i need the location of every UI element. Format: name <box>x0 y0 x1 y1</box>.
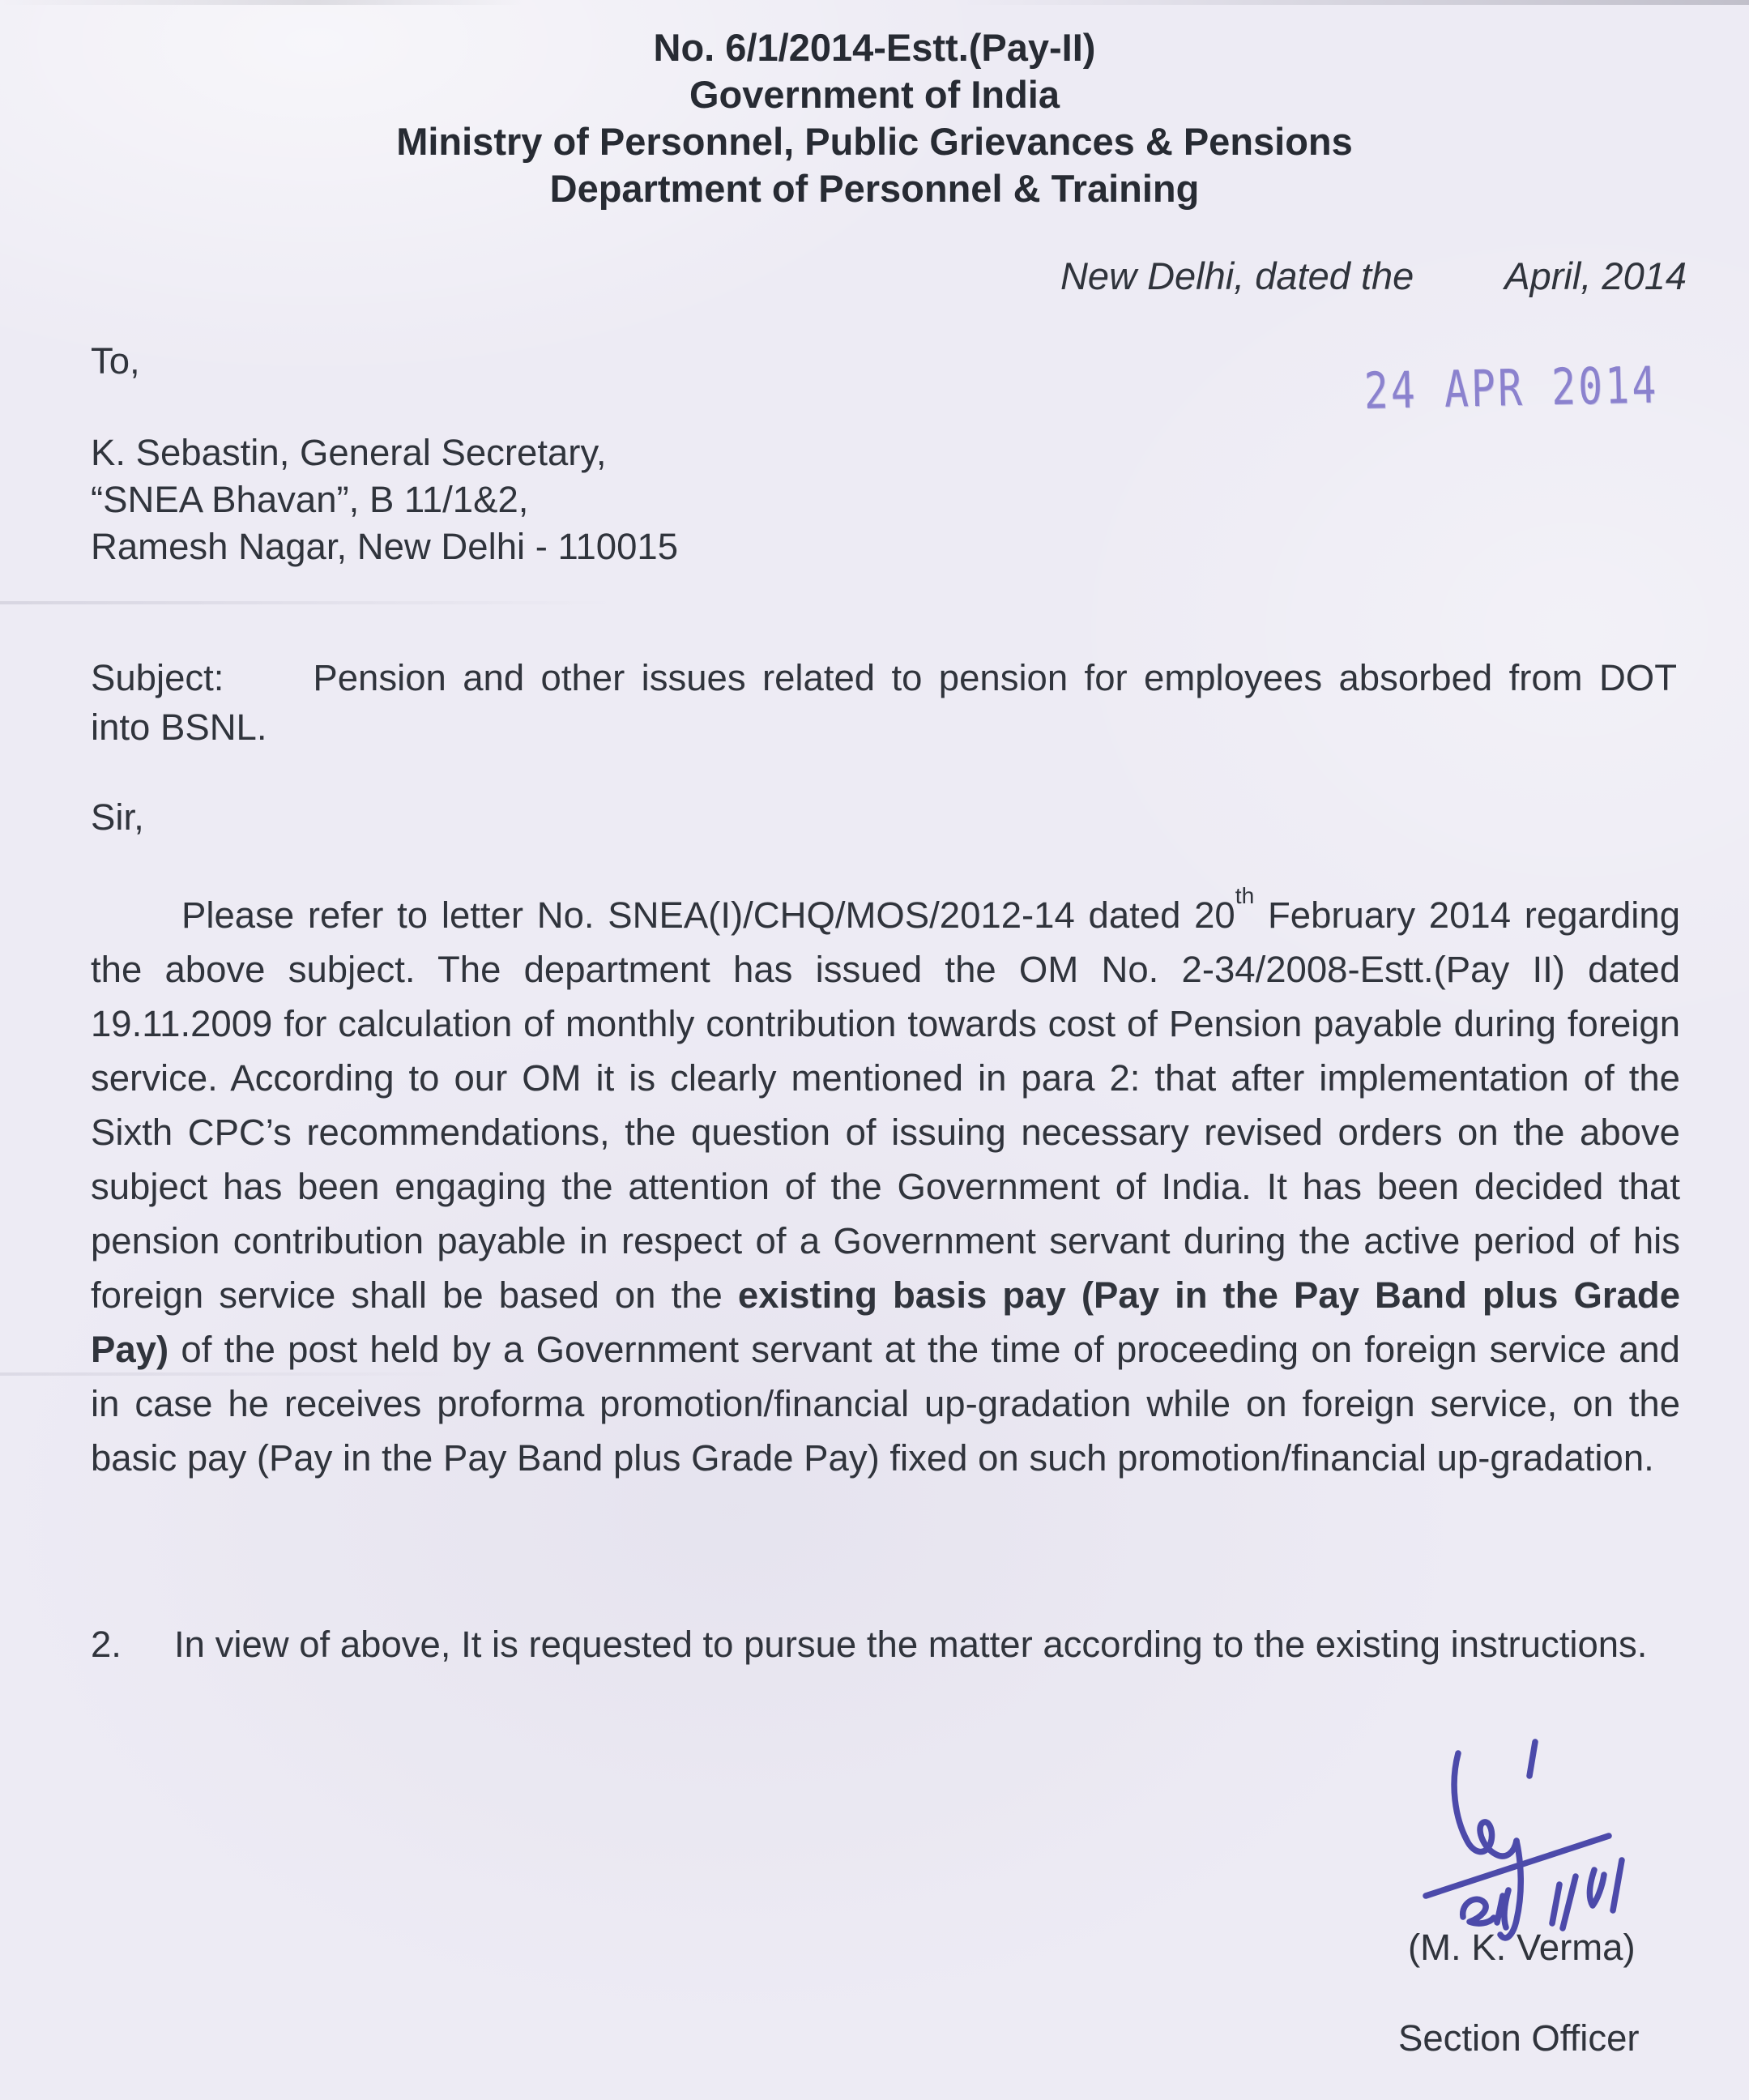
org-government: Government of India <box>689 73 1060 116</box>
scan-edge-shadow <box>0 0 1749 5</box>
subject-line <box>91 653 1677 752</box>
org-department: Department of Personnel & Training <box>549 167 1200 210</box>
para1-text-c: of the post held by a Government servant at the time of proceeding on foreign service and in case he receives proforma promotion/financial up-gradation while on foreign service, on the basic pay (Pay in the Pay Band plus Grade Pay) fixed on such promotion/financial up-gradation. <box>91 1329 1680 1479</box>
org-ministry: Ministry of Personnel, Public Grievances & Pensions <box>396 120 1353 163</box>
recipient-address-block <box>91 429 678 570</box>
body-paragraph-2 <box>91 1617 1680 1671</box>
subject-label: Subject: <box>91 657 224 698</box>
recipient-address-line-1: “SNEA Bhavan”, B 11/1&2, <box>91 479 529 520</box>
para1-bold-phrase: existing basis pay (Pay in the Pay Band plus Grade Pay) <box>91 1274 1680 1371</box>
reference-number: No. 6/1/2014-Estt.(Pay-II) <box>653 26 1096 69</box>
dateline-date: April, 2014 <box>1504 254 1687 297</box>
para2-text: In view of above, It is requested to pursue the matter according to the existing instructions. <box>174 1624 1648 1665</box>
signatory-name: (M. K. Verma) <box>1408 1927 1636 1968</box>
body-paragraph-1 <box>91 880 1680 1485</box>
letter-header <box>0 24 1749 212</box>
para1-text-b: February 2014 regarding the above subject. The department has issued the OM No. 2-34/2008-Estt.(Pay II) dated 19.11.2009 for calculation of monthly contribution towards cost of Pension payable during foreign service. According to our OM it is clearly mentioned in para 2: that after implementation of the Sixth CPC’s recommendations, the question of issuing necessary revised orders on the above subject has been engaging the attention of the Government of India. It has been decided that pension contribution payable in respect of a Government servant during the active period of his foreign service shall be based on the <box>91 894 1681 1317</box>
subject-text: Pension and other issues related to pension for employees absorbed from DOT into BSNL. <box>91 657 1677 748</box>
recipient-to-label: To, <box>91 340 140 382</box>
salutation: Sir, <box>91 796 144 838</box>
signature-date-right <box>1552 1860 1622 1928</box>
signatory-title: Section Officer <box>1398 2017 1640 2059</box>
signature-tick-stroke <box>1529 1742 1535 1776</box>
received-date-stamp: 24 APR 2014 <box>1363 355 1660 420</box>
place-date-line <box>1060 254 1687 298</box>
ordinal-superscript: th <box>1235 881 1255 908</box>
handwritten-signature <box>1410 1726 1669 1961</box>
paragraph-number: 2. <box>91 1624 122 1665</box>
signature-date-left <box>1463 1890 1508 1927</box>
para1-text-a: Please refer to letter No. SNEA(I)/CHQ/MOS/2012-14 dated 20 <box>181 894 1235 937</box>
recipient-address-line-2: Ramesh Nagar, New Delhi - 110015 <box>91 526 679 567</box>
paper-crease <box>0 601 616 604</box>
recipient-name-line: K. Sebastin, General Secretary, <box>91 432 607 473</box>
signature-main-stroke <box>1454 1753 1517 1856</box>
dateline-place: New Delhi, dated the <box>1060 254 1414 297</box>
